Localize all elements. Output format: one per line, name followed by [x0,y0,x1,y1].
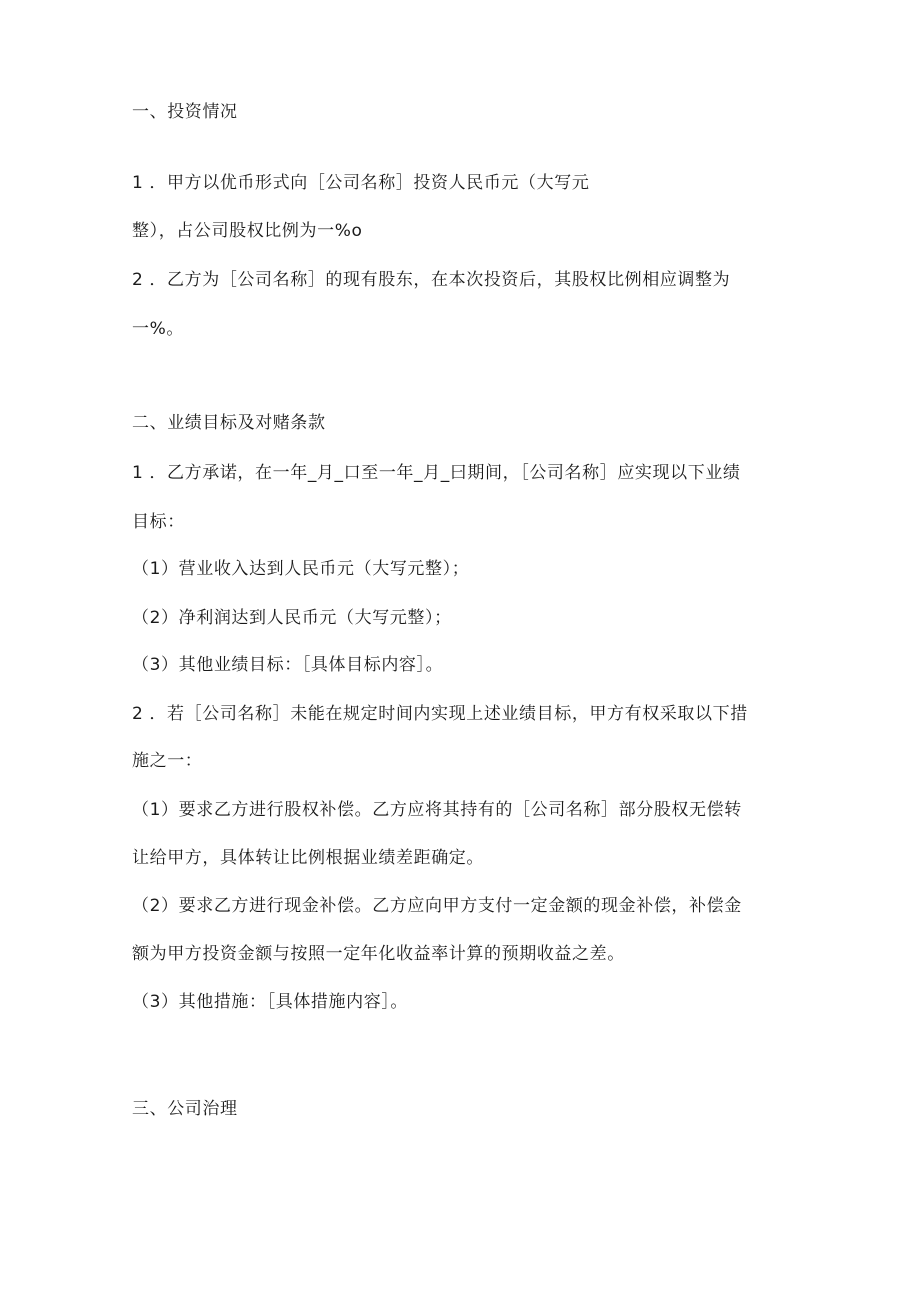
section-heading-governance: 三、公司治理 [132,1099,238,1119]
paragraph-line: 2 ．乙方为［公司名称］的现有股东，在本次投资后，其股权比例相应调整为 [132,270,731,290]
list-item: （3）其他措施：［具体措施内容］。 [132,992,409,1012]
paragraph-line: 目标： [132,512,185,532]
paragraph-line: 整），占公司股权比例为一%o [132,221,363,241]
section-heading-performance: 二、业绩目标及对赌条款 [132,413,326,433]
list-item: 让给甲方，具体转让比例根据业绩差距确定。 [132,848,484,868]
list-item: （1）营业收入达到人民币元（大写元整）； [132,559,470,579]
list-item: （1）要求乙方进行股权补偿。乙方应将其持有的［公司名称］部分股权无偿转 [132,800,742,820]
paragraph-line: 1 ．乙方承诺，在一年_月_口至一年_月_曰期间，［公司名称］应实现以下业绩 [132,463,741,483]
paragraph-line: 1 ．甲方以优币形式向［公司名称］投资人民币元（大写元 [132,173,590,193]
list-item: （2）要求乙方进行现金补偿。乙方应向甲方支付一定金额的现金补偿，补偿金 [132,896,742,916]
paragraph-line: 一%。 [132,319,184,339]
list-item: （2）净利润达到人民币元（大写元整）； [132,608,452,628]
section-heading-investment: 一、投资情况 [132,102,238,122]
list-item: （3）其他业绩目标：［具体目标内容］。 [132,655,444,675]
paragraph-line: 2 ．若［公司名称］未能在规定时间内实现上述业绩目标，甲方有权采取以下措 [132,704,748,724]
paragraph-line: 施之一： [132,751,203,771]
list-item: 额为甲方投资金额与按照一定年化收益率计算的预期收益之差。 [132,944,625,964]
